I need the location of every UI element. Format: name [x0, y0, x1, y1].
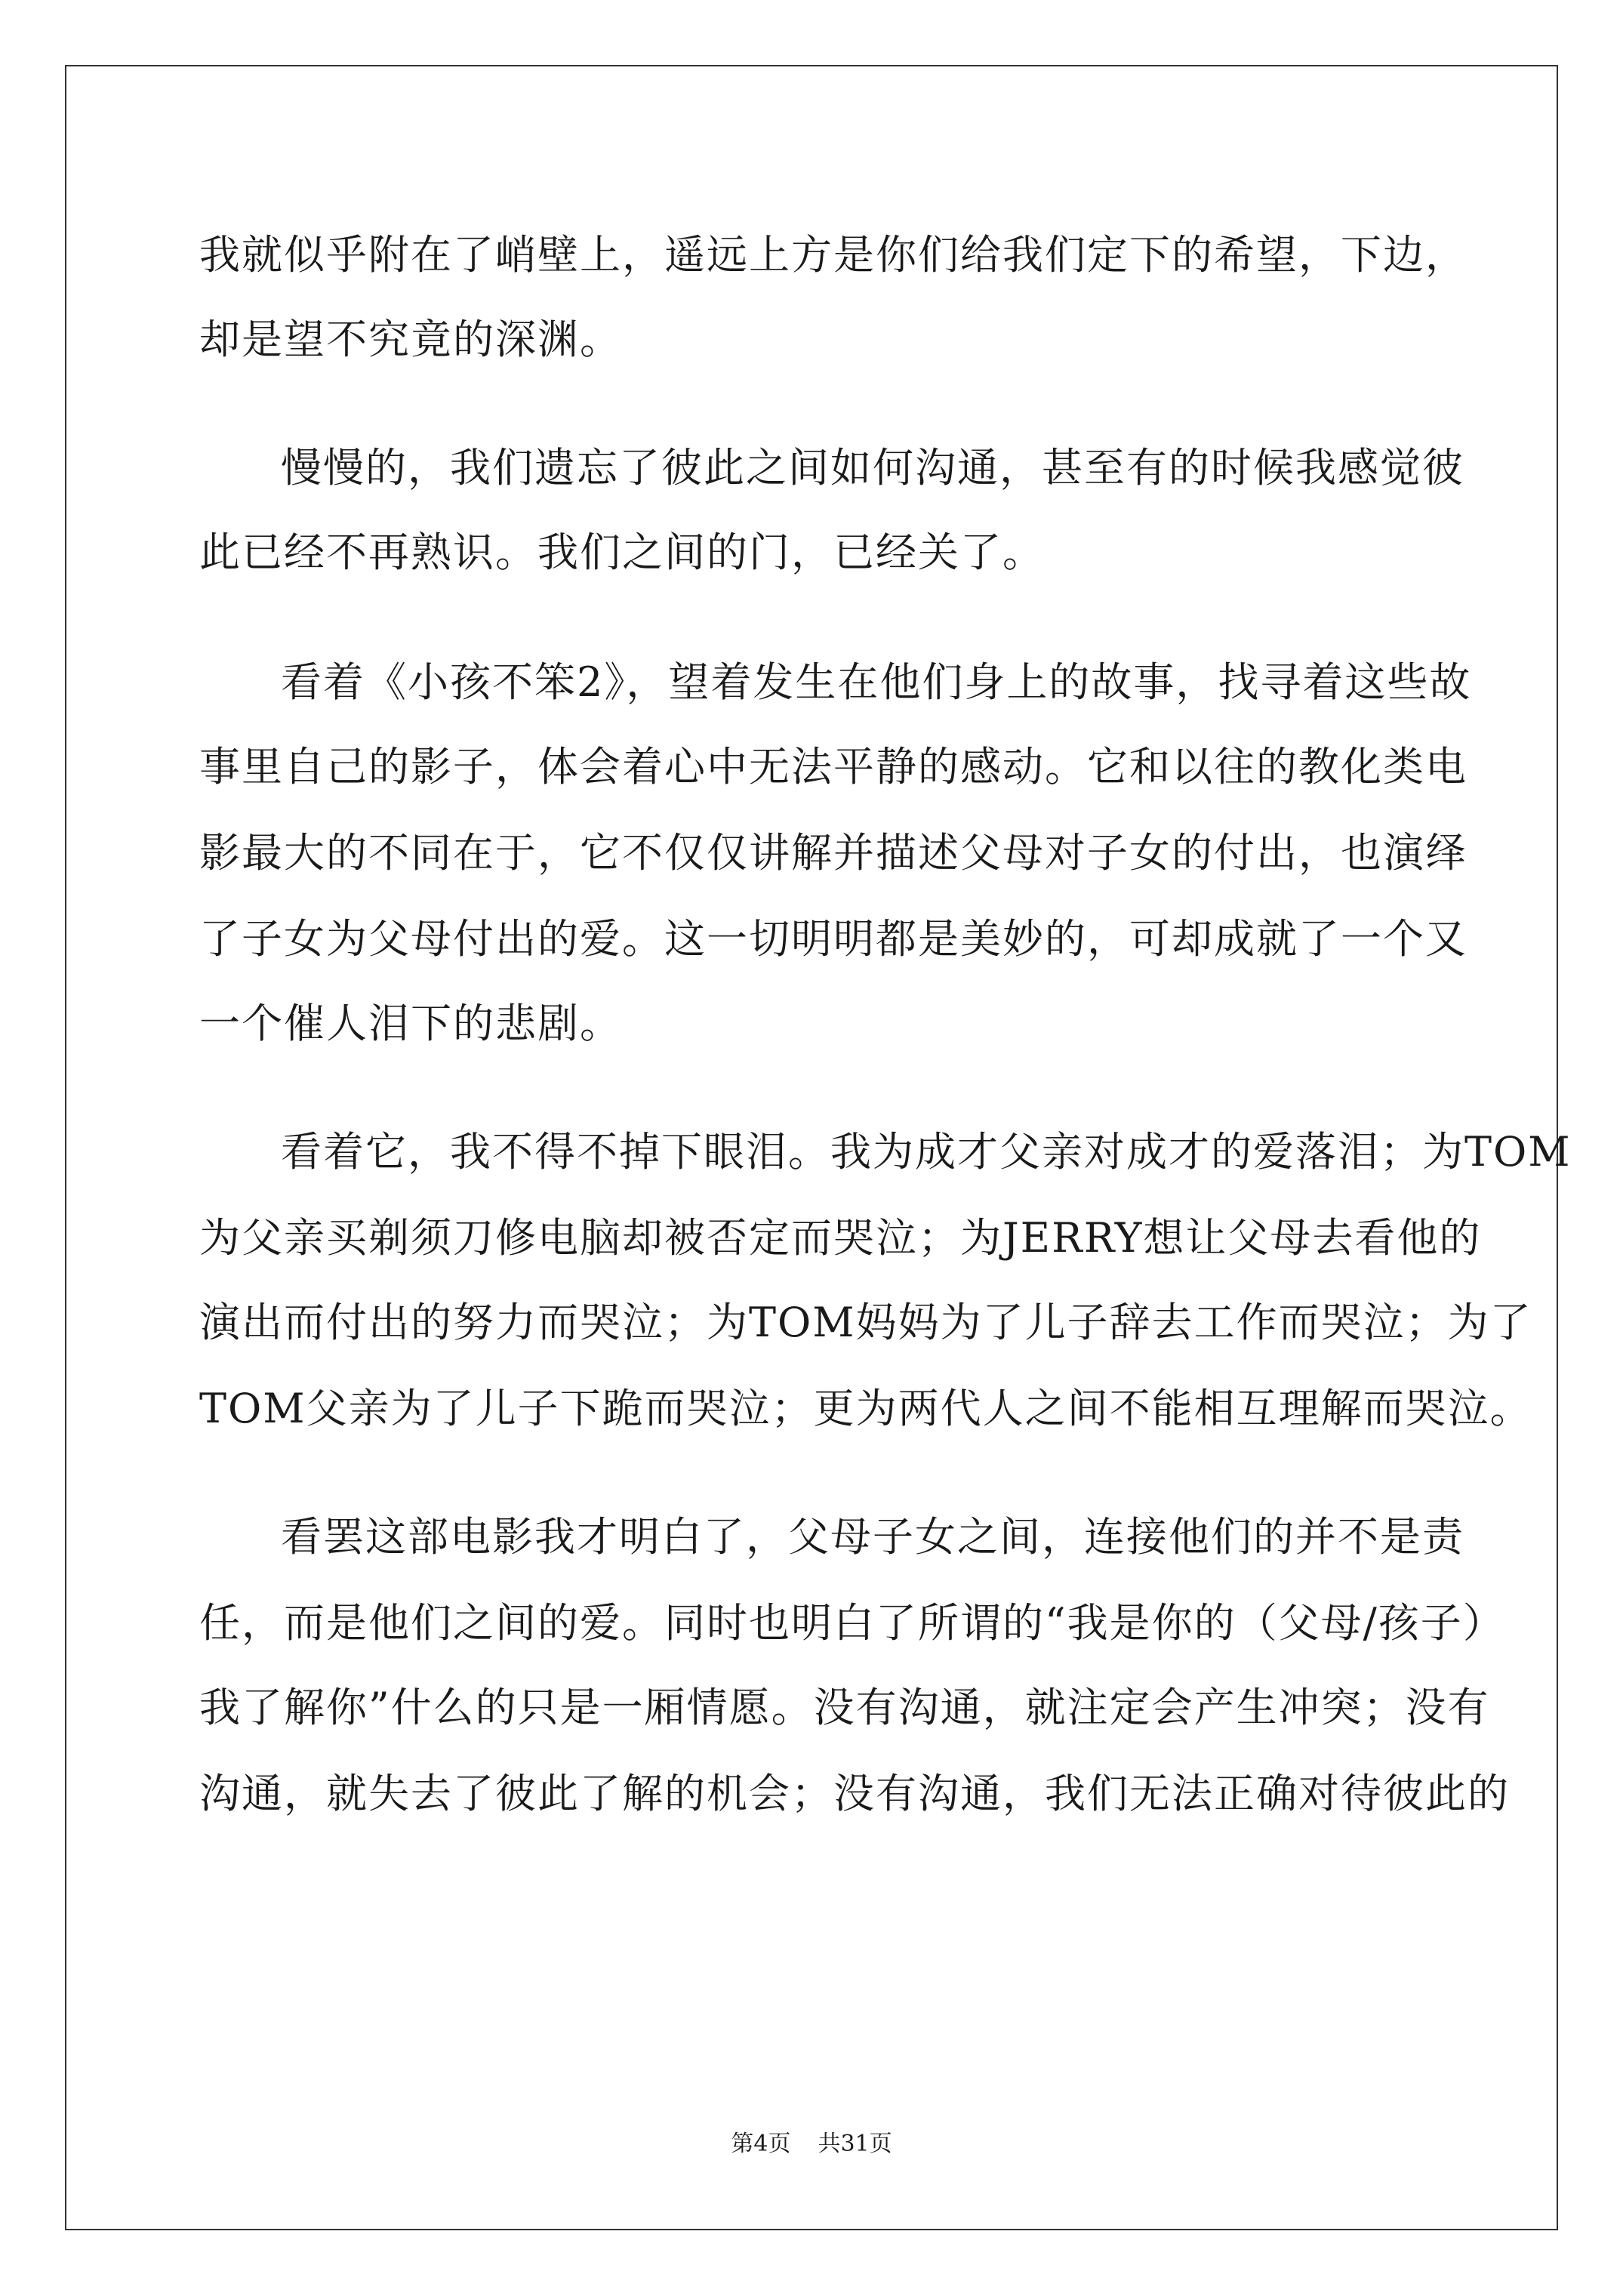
text-line: 此已经不再熟识。我们之间的门，已经关了。 [199, 529, 1045, 576]
text-line: 事里自己的影子，体会着心中无法平静的感动。它和以往的教化类电 [199, 743, 1467, 791]
text-line: 慢慢的，我们遗忘了彼此之间如何沟通，甚至有的时候我感觉彼 [281, 444, 1464, 492]
text-line: 演出而付出的努力而哭泣；为TOM妈妈为了儿子辞去工作而哭泣；为了 [199, 1299, 1532, 1346]
text-line: 我就似乎附在了峭壁上，遥远上方是你们给我们定下的希望，下边， [199, 231, 1467, 279]
page-number: 第4页 [731, 2131, 791, 2157]
text-line: 了子女为父母付出的爱。这一切明明都是美妙的，可却成就了一个又 [199, 915, 1467, 963]
text-line: 看着它，我不得不掉下眼泪。我为成才父亲对成才的爱落泪；为TOM [281, 1128, 1572, 1176]
text-line: 看着《小孩不笨2》，望着发生在他们身上的故事，找寻着这些故 [281, 658, 1472, 706]
text-line: 一个催人泪下的悲剧。 [199, 1000, 622, 1047]
text-line: TOM父亲为了儿子下跪而哭泣；更为两代人之间不能相互理解而哭泣。 [199, 1385, 1532, 1432]
text-line: 影最大的不同在于，它不仅仅讲解并描述父母对子女的付出，也演绎 [199, 829, 1467, 877]
text-line: 沟通，就失去了彼此了解的机会；没有沟通，我们无法正确对待彼此的 [199, 1770, 1510, 1817]
text-line: 看罢这部电影我才明白了，父母子女之间，连接他们的并不是责 [281, 1513, 1464, 1561]
text-line: 任，而是他们之间的爱。同时也明白了所谓的“我是你的（父母/孩子） [199, 1599, 1505, 1647]
text-line: 我了解你”什么的只是一厢情愿。没有沟通，就注定会产生冲突；没有 [199, 1684, 1490, 1731]
text-line: 却是望不究竟的深渊。 [199, 316, 622, 363]
page-footer [0, 2131, 1623, 2158]
text-line: 为父亲买剃须刀修电脑却被否定而哭泣；为JERRY想让父母去看他的 [199, 1214, 1482, 1262]
page-total: 共31页 [818, 2131, 892, 2157]
